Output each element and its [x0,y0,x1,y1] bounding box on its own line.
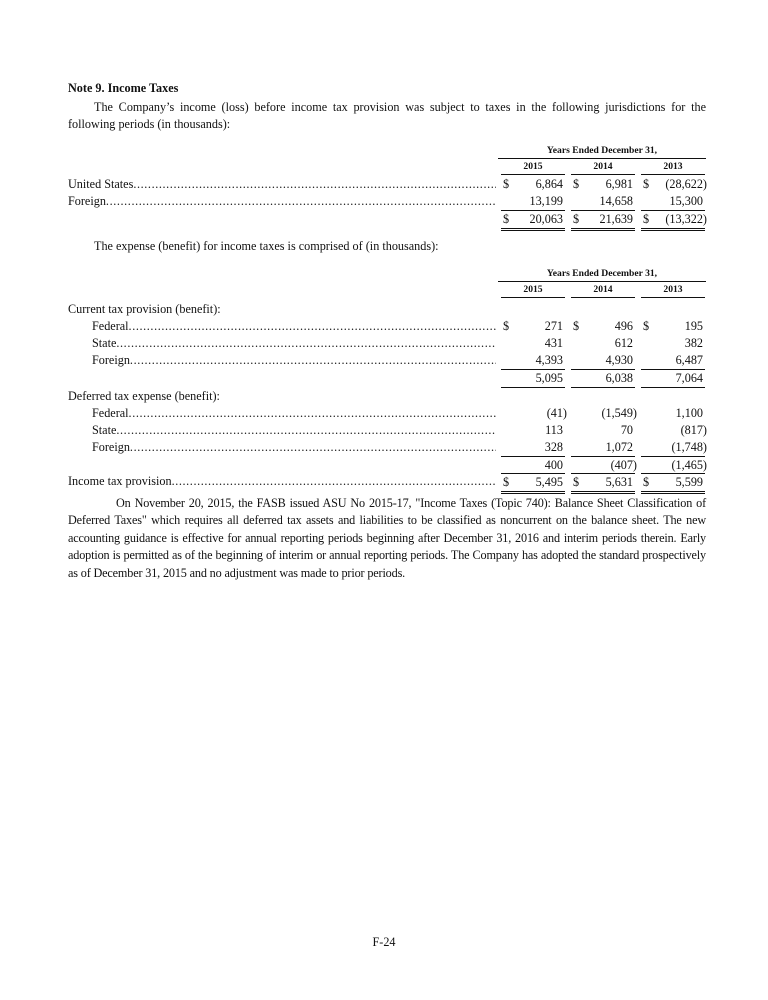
current-section-label: Current tax provision (benefit): [68,302,221,316]
intro-paragraph: The Company’s income (loss) before income tax provision was subject to taxes in the following jurisdictions for the following periods (in thousands): [68,100,706,132]
expense-paragraph: The expense (benefit) for income taxes is comprised of (in thousands): [94,239,439,253]
column-header-2015: 2015 [501,161,565,175]
row-label: United States ..... [68,176,496,193]
value-2014: (1,549) [601,406,637,420]
row-label: Foreign ..... [92,352,496,369]
subtotal-row [68,369,706,386]
currency-symbol: $ [643,177,650,191]
row-label: State ..... [92,422,496,439]
section-header [68,388,706,405]
table-row [68,318,706,335]
value-2014: 496 [614,319,633,333]
table-row [68,352,706,369]
value-2015: 13,199 [529,194,563,208]
subtotal-row [68,456,706,473]
deferred-section-label: Deferred tax expense (benefit): [68,389,220,403]
row-label: Foreign ..... [92,439,496,456]
value-2013: 15,300 [669,194,703,208]
currency-symbol: $ [503,212,510,226]
closing-paragraph: On November 20, 2015, the FASB issued ASU No 2015-17, "Income Taxes (Topic 740): Balance Sheet Classification of Deferred Taxes" which requires all deferred tax assets and liabilities to be classified as noncurrent on the balance sheet. The new accounting guidance is effective for annual reporting periods beginning after December 31, 2016 and interim periods therein. Early adoption is permitted as of the beginning of interim or annual reporting periods. The Company has adopted the standard prospectively as of December 31, 2015 and no adjustment was made to prior periods. [68,496,706,580]
column-header-2014: 2014 [571,161,635,175]
table-row [68,439,706,456]
subtotal-2014: 6,038 [605,371,633,385]
total-2015: 20,063 [529,212,563,226]
subtotal-2013: 7,064 [675,371,703,385]
column-header-2013: 2013 [641,161,705,175]
period-header: Years Ended December 31, [546,145,658,156]
value-2013: 6,487 [675,353,703,367]
value-2014: 1,072 [605,440,633,454]
value-2013: 1,100 [675,406,703,420]
subtotal-2015: 400 [544,458,563,472]
value-2015: 4,393 [535,353,563,367]
value-2015: 113 [545,423,563,437]
currency-symbol: $ [643,212,650,226]
currency-symbol: $ [573,212,580,226]
column-header-2015: 2015 [501,284,565,298]
section-header [68,301,706,318]
value-2015: 328 [544,440,563,454]
currency-symbol: $ [503,319,510,333]
total-row [68,210,706,227]
subtotal-2015: 5,095 [535,371,563,385]
value-2014: 70 [620,423,633,437]
page-number: F-24 [372,935,396,949]
value-2014: 612 [614,336,633,350]
total-2014: 5,631 [605,475,633,489]
row-label: Foreign ..... [68,193,496,210]
currency-symbol: $ [573,177,580,191]
value-2013: (1,748) [671,440,707,454]
currency-symbol: $ [503,475,510,489]
total-row [68,473,706,490]
header-rule [498,281,706,282]
row-label: State ..... [92,335,496,352]
table-row [68,405,706,422]
currency-symbol: $ [573,475,580,489]
period-header: Years Ended December 31, [546,268,658,279]
table-row [68,335,706,352]
table-row [68,193,706,210]
value-2015: 6,864 [535,177,563,191]
total-2014: 21,639 [599,212,633,226]
column-header-2014: 2014 [571,284,635,298]
value-2015: 271 [544,319,563,333]
value-2015: 431 [544,336,563,350]
total-2013: 5,599 [675,475,703,489]
note-heading: Note 9. Income Taxes [68,81,179,95]
total-2013: (13,322) [665,212,707,226]
value-2015: (41) [546,406,567,420]
currency-symbol: $ [643,475,650,489]
table-row [68,422,706,439]
currency-symbol: $ [573,319,580,333]
column-header-2013: 2013 [641,284,705,298]
row-label: Federal ..... [92,405,496,422]
value-2013: (817) [680,423,707,437]
subtotal-2014: (407) [610,458,637,472]
value-2014: 4,930 [605,353,633,367]
currency-symbol: $ [503,177,510,191]
row-label: Federal ..... [92,318,496,335]
value-2013: (28,622) [665,177,707,191]
value-2014: 14,658 [599,194,633,208]
value-2013: 382 [684,336,703,350]
header-rule [498,158,706,159]
value-2013: 195 [684,319,703,333]
value-2014: 6,981 [605,177,633,191]
subtotal-2013: (1,465) [671,458,707,472]
row-label: Income tax provision ..... [68,473,496,490]
total-2015: 5,495 [535,475,563,489]
table-row [68,176,706,193]
currency-symbol: $ [643,319,650,333]
